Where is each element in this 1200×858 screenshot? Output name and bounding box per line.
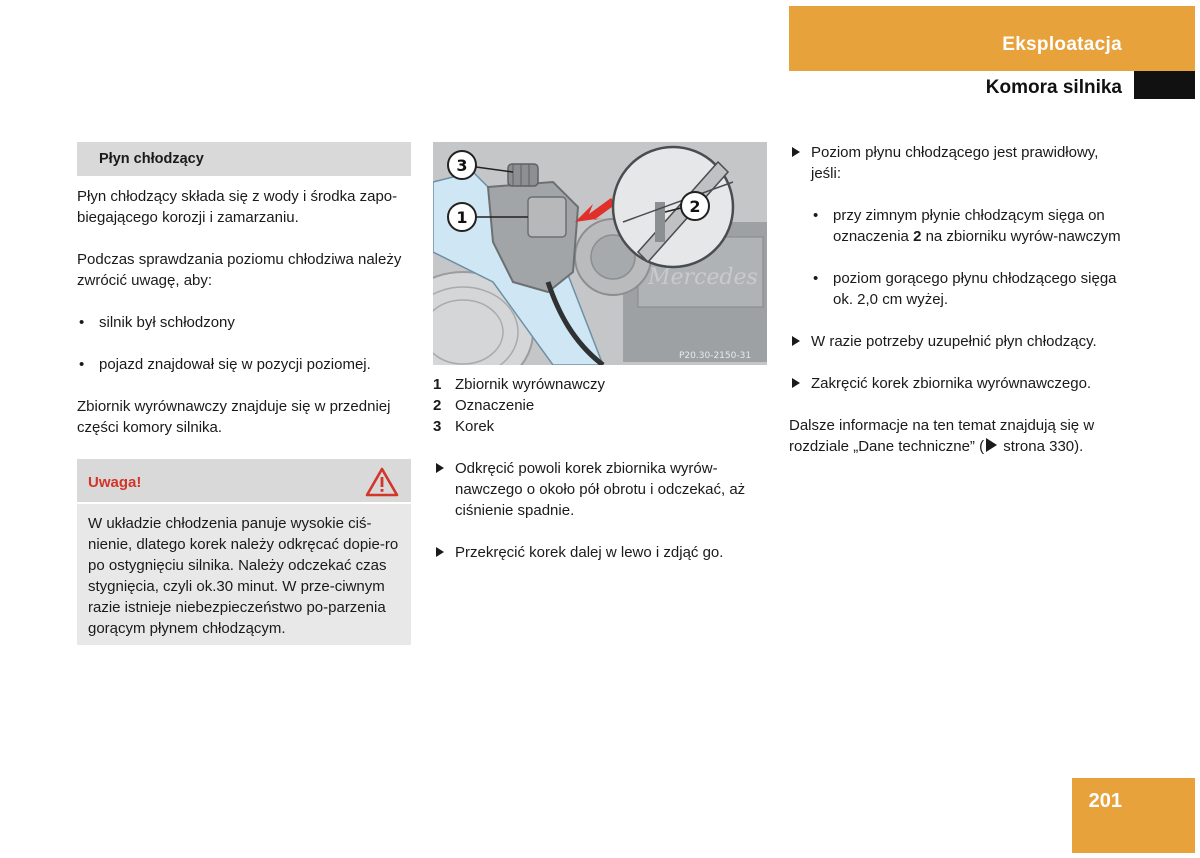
- location-paragraph: Zbiornik wyrównawczy znajduje się w przedniej części komory silnika.: [77, 398, 391, 436]
- header-band: [789, 6, 1195, 71]
- figure-legend: [433, 374, 767, 437]
- legend-number: 3: [433, 418, 442, 435]
- legend-label: Korek: [455, 418, 495, 435]
- engine-bay-figure: [433, 142, 767, 365]
- engine-logo-text: Mercedes: [648, 265, 758, 290]
- callout-3-label: 3: [456, 156, 468, 175]
- legend-label: Oznaczenie: [455, 397, 535, 414]
- column-middle: [433, 142, 767, 563]
- level-bullet: [789, 205, 1123, 247]
- instruction-step: Poziom płynu chłodzącego jest prawidłowy, jeśli:: [789, 142, 1123, 184]
- legend-number: 2: [433, 397, 442, 414]
- callout-1-label: 1: [456, 208, 468, 227]
- cross-reference-note: [789, 415, 1123, 457]
- section-marker: [1134, 71, 1195, 99]
- check-paragraph: Podczas sprawdzania poziomu chłodziwa należy zwrócić uwagę, aby:: [77, 251, 402, 289]
- legend-item: [433, 374, 767, 395]
- warning-title: Uwaga!: [88, 474, 142, 491]
- page-reference-link[interactable]: strona 330).: [1003, 438, 1084, 455]
- instruction-step: Zakręcić korek zbiornika wyrównawczego.: [789, 373, 1123, 394]
- condition-bullet: • pojazd znajdował się w pozycji poziomej.: [77, 354, 411, 375]
- legend-number: 1: [433, 376, 442, 393]
- page-number: 201: [1088, 790, 1122, 812]
- condition-bullet: • silnik był schłodzony: [77, 312, 411, 333]
- warning-box: [77, 459, 411, 645]
- warning-triangle-icon: [365, 467, 399, 497]
- intro-paragraph: Płyn chłodzący składa się z wody i środka zapo-biegającego korozji i zamarzaniu.: [77, 188, 398, 226]
- figure-code: P20.30-2150-31: [679, 351, 752, 361]
- note-text: Dalsze informacje na ten temat znajdują się w rozdziale „Dane techniczne” (: [789, 417, 1095, 455]
- instruction-step: Przekręcić korek dalej w lewo i zdjąć go.: [433, 542, 767, 563]
- warning-text: W układzie chłodzenia panuje wysokie ciś-nienie, dlatego korek należy odkręcać dopie-ro po ostygnięciu silnika. Należy odczekać czas stygnięcia, czyli ok.30 minut. W prze-ciwnym razie istnieje niebezpieczeństwo po-parzenia gorącym płynem chłodzącym.: [88, 515, 399, 637]
- engine-bay-illustration: [433, 142, 767, 365]
- warning-header: [77, 459, 411, 504]
- column-left: [77, 142, 411, 645]
- level-bullet-text: przy zimnym płynie chłodzącym sięga on oznaczenia: [833, 207, 1105, 245]
- column-right: [789, 142, 1123, 457]
- subsection-title: Komora silnika: [985, 77, 1122, 98]
- instruction-step: W razie potrzeby uzupełnić płyn chłodzący.: [789, 331, 1123, 352]
- level-bullet-text: na zbiorniku wyrów-nawczym: [925, 228, 1121, 245]
- page-reference-icon[interactable]: [986, 438, 997, 452]
- instruction-step: Odkręcić powoli korek zbiornika wyrów-nawczego o około pół obrotu i odczekać, aż ciśnienie spadnie.: [433, 458, 767, 521]
- section-title: Eksploatacja: [1002, 34, 1122, 55]
- legend-label: Zbiornik wyrównawczy: [455, 376, 606, 393]
- level-bullet: • poziom gorącego płynu chłodzącego sięga ok. 2,0 cm wyżej.: [789, 268, 1123, 310]
- legend-item: [433, 395, 767, 416]
- legend-item: [433, 416, 767, 437]
- mark-reference: 2: [913, 228, 922, 245]
- coolant-heading: Płyn chłodzący: [77, 142, 411, 176]
- callout-2-label: 2: [689, 197, 701, 216]
